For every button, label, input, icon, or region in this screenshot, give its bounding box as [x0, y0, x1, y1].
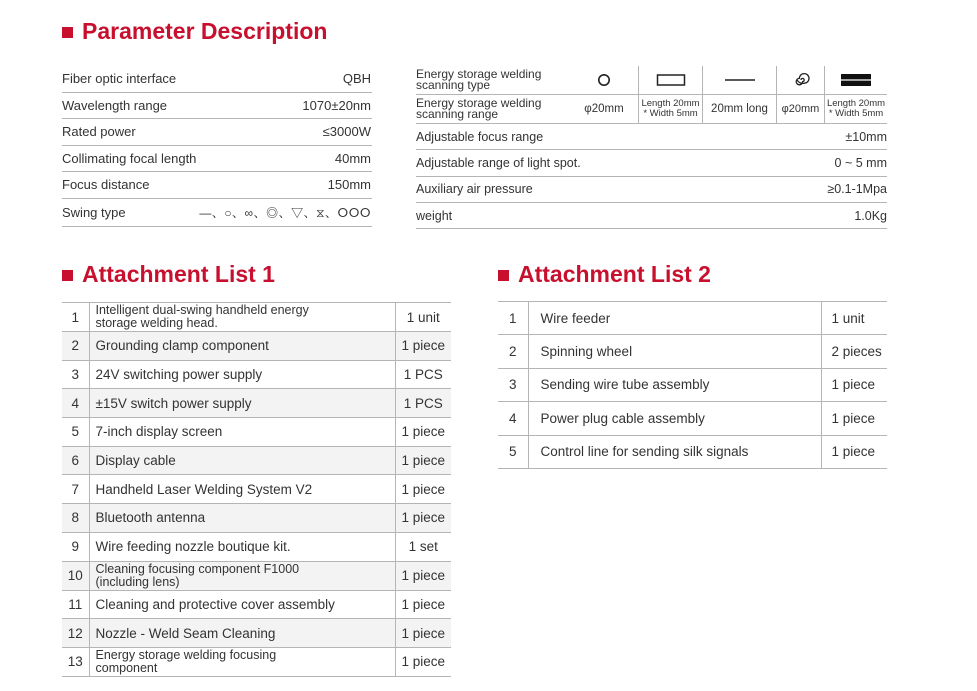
row-number: 3 [498, 368, 528, 401]
scan-range-text: φ20mm [781, 103, 820, 115]
table-row [62, 418, 451, 447]
table-row [62, 303, 451, 332]
param-label: Adjustable range of light spot. [416, 155, 581, 170]
title-square-icon [62, 270, 73, 281]
row-number: 5 [62, 418, 89, 447]
param-row [416, 124, 887, 150]
item-name: Wire feeding nozzle boutique kit. [89, 532, 395, 561]
item-quantity: 2 pieces [821, 335, 887, 368]
item-name-line: component [95, 660, 158, 675]
scan-range-text: φ20mm [584, 103, 624, 115]
title-square-icon [498, 270, 509, 281]
item-name-line: storage welding head. [95, 316, 218, 330]
table-row [62, 532, 451, 561]
item-name-line: (including lens) [95, 574, 180, 589]
item-name [89, 561, 395, 590]
item-name: Cleaning and protective cover assembly [89, 590, 395, 619]
scan-range-text: * Width 5mm [643, 108, 698, 119]
scan-range-label [416, 95, 570, 123]
param-label: Fiber optic interface [62, 71, 177, 87]
parameter-left-table [62, 66, 372, 227]
item-quantity: 1 piece [395, 619, 451, 648]
row-number: 9 [62, 532, 89, 561]
param-value: QBH [342, 71, 371, 87]
item-quantity: 1 piece [395, 418, 451, 447]
param-label: Rated power [62, 124, 136, 140]
param-row [416, 150, 887, 176]
scan-type-label-line2: scanning type [416, 78, 491, 92]
scan-range-label-line1: Energy storage welding [416, 96, 542, 110]
param-row [62, 93, 372, 120]
scan-range-cell [702, 95, 776, 123]
row-number: 2 [62, 332, 89, 361]
item-name: Sending wire tube assembly [528, 368, 821, 401]
table-row [62, 360, 451, 389]
table-row [62, 446, 451, 475]
param-label: Auxiliary air pressure [416, 182, 533, 197]
row-number: 6 [62, 446, 89, 475]
param-value: 1.0Kg [854, 208, 887, 223]
item-name: Spinning wheel [528, 335, 821, 368]
row-number: 1 [62, 303, 89, 332]
param-label: Adjustable focus range [416, 129, 544, 144]
param-value: 150mm [327, 177, 371, 193]
scan-range-cell [638, 95, 702, 123]
param-value: 1070±20nm [302, 97, 371, 113]
param-row [62, 66, 372, 93]
item-quantity: 1 piece [395, 332, 451, 361]
item-quantity: 1 piece [395, 504, 451, 533]
table-row [498, 302, 887, 335]
table-row [62, 561, 451, 590]
scan-range-text: 20mm long [711, 103, 768, 115]
table-row [62, 619, 451, 648]
attachment-list-2-title [498, 261, 711, 287]
param-label: Collimating focal length [62, 150, 197, 166]
attachment-list-2-title-text: Attachment List 2 [518, 261, 711, 287]
item-name [89, 303, 395, 332]
line-icon [702, 66, 776, 94]
item-name: Handheld Laser Welding System V2 [89, 475, 395, 504]
item-name: Power plug cable assembly [528, 402, 821, 435]
table-row [62, 332, 451, 361]
table-row [498, 435, 887, 468]
item-quantity: 1 PCS [395, 389, 451, 418]
param-value: ±10mm [845, 129, 887, 144]
scan-range-text: * Width 5mm [828, 108, 884, 119]
param-value: 0 ~ 5 mm [834, 155, 887, 170]
row-number: 11 [62, 590, 89, 619]
row-number: 10 [62, 561, 89, 590]
table-row [498, 368, 887, 401]
item-quantity: 1 piece [821, 435, 887, 468]
param-row [62, 172, 372, 199]
item-name-line: Cleaning focusing component F1000 [95, 561, 300, 576]
scan-type-label [416, 66, 570, 94]
param-row [62, 119, 372, 146]
parameter-description-title [62, 18, 327, 44]
param-value: ≥0.1-1Mpa [827, 182, 887, 197]
item-quantity: 1 piece [395, 475, 451, 504]
param-label: Focus distance [62, 177, 150, 193]
row-number: 12 [62, 619, 89, 648]
item-quantity: 1 set [395, 532, 451, 561]
parameter-right-table [416, 66, 887, 229]
title-square-icon [62, 27, 73, 38]
scan-range-text: Length 20mm [641, 98, 700, 109]
parameter-title-text: Parameter Description [82, 18, 328, 44]
table-row [498, 335, 887, 368]
attachment-list-2-table [498, 301, 887, 469]
scan-range-cell [824, 95, 887, 123]
item-name: ±15V switch power supply [89, 389, 395, 418]
item-name: Display cable [89, 446, 395, 475]
item-name: 24V switching power supply [89, 360, 395, 389]
swing-type-value: —、○、∞、◎、▽、⧖、ⵔⵔⵔ [199, 205, 371, 220]
table-row [62, 475, 451, 504]
row-number: 7 [62, 475, 89, 504]
row-number: 5 [498, 435, 528, 468]
scan-type-row [416, 66, 887, 95]
item-name: Grounding clamp component [89, 332, 395, 361]
item-name: Bluetooth antenna [89, 504, 395, 533]
scan-range-label-line2: scanning range [416, 107, 499, 121]
table-row [62, 647, 451, 676]
table-row [498, 402, 887, 435]
scan-range-cell [570, 95, 638, 123]
spiral-icon [776, 66, 824, 94]
param-value: 40mm [334, 150, 371, 166]
row-number: 8 [62, 504, 89, 533]
item-quantity: 1 unit [821, 302, 887, 335]
item-name: Nozzle - Weld Seam Cleaning [89, 619, 395, 648]
table-row [62, 590, 451, 619]
row-number: 2 [498, 335, 528, 368]
param-label: weight [416, 208, 453, 223]
attachment-list-1-title [62, 261, 275, 287]
item-name-line: Intelligent dual-swing handheld energy [95, 303, 309, 317]
row-number: 4 [498, 402, 528, 435]
item-quantity: 1 unit [395, 303, 451, 332]
item-name [89, 647, 395, 676]
scan-range-text: Length 20mm [826, 98, 886, 109]
param-label: Swing type [62, 204, 126, 220]
item-name: 7-inch display screen [89, 418, 395, 447]
item-quantity: 1 piece [821, 368, 887, 401]
param-row [416, 203, 887, 229]
circle-icon [570, 66, 638, 94]
item-name: Wire feeder [528, 302, 821, 335]
param-label: Wavelength range [62, 97, 168, 113]
item-quantity: 1 piece [395, 590, 451, 619]
item-name: Control line for sending silk signals [528, 435, 821, 468]
param-value: ≤3000W [322, 124, 371, 140]
item-quantity: 1 piece [395, 561, 451, 590]
param-row [62, 199, 372, 227]
item-quantity: 1 piece [821, 402, 887, 435]
row-number: 13 [62, 647, 89, 676]
table-row [62, 504, 451, 533]
scan-range-cell [776, 95, 824, 123]
filled-rect-icon [824, 66, 887, 94]
rectangle-icon [638, 66, 702, 94]
item-quantity: 1 PCS [395, 360, 451, 389]
item-quantity: 1 piece [395, 647, 451, 676]
table-row [62, 389, 451, 418]
scan-range-row [416, 95, 887, 124]
param-row [416, 177, 887, 203]
row-number: 1 [498, 302, 528, 335]
row-number: 3 [62, 360, 89, 389]
attachment-list-1-title-text: Attachment List 1 [82, 261, 275, 287]
param-row [62, 146, 372, 173]
attachment-list-1-table [62, 302, 451, 677]
scan-type-label-line1: Energy storage welding [416, 67, 542, 81]
row-number: 4 [62, 389, 89, 418]
item-quantity: 1 piece [395, 446, 451, 475]
item-name-line: Energy storage welding focusing [95, 647, 277, 662]
